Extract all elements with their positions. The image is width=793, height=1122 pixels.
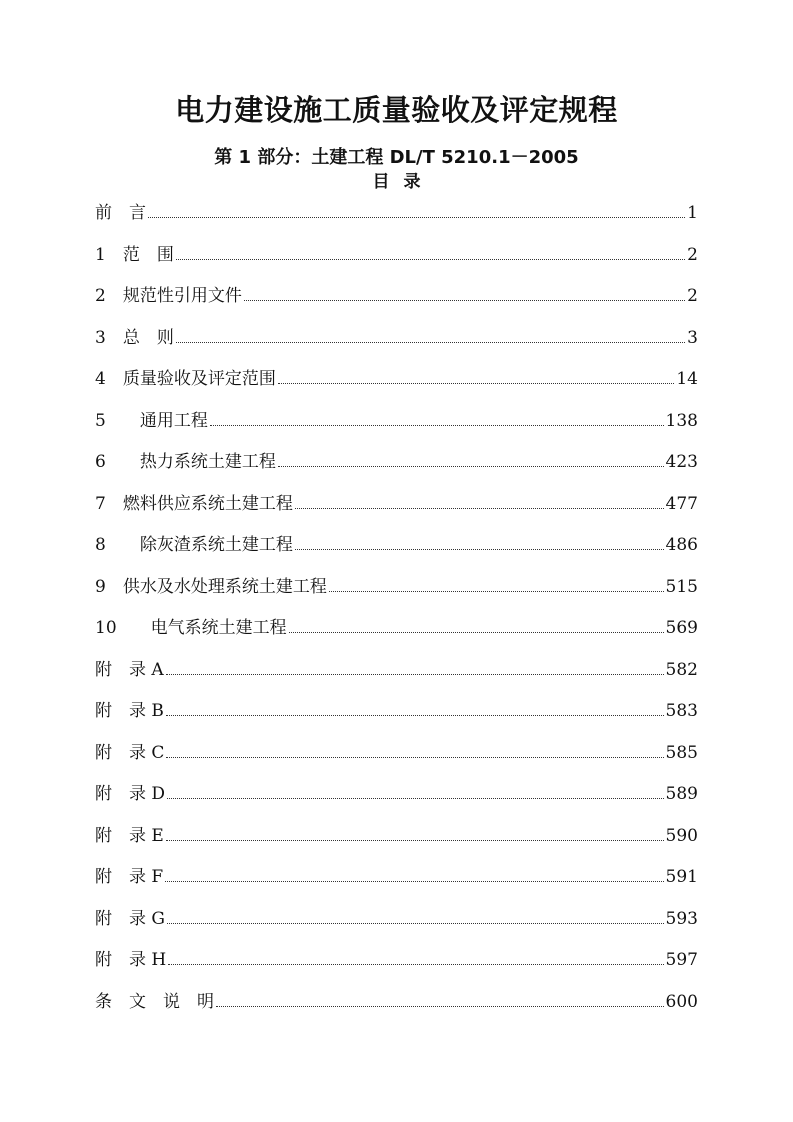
toc-entry[interactable] [95,323,698,365]
toc-entry-label: 6 热力系统土建工程 [95,452,276,472]
toc-entry-page: 138 [665,410,698,431]
toc-entry-label: 附 录 D [95,784,166,804]
dot-leader [210,425,664,426]
toc-entry-label: 10 电气系统土建工程 [95,618,287,638]
dot-leader [295,508,664,509]
dot-leader [289,632,664,633]
dot-leader [329,591,664,592]
toc-entry[interactable] [95,904,698,946]
toc-entry-label: 附 录 H [95,950,167,970]
toc-entry[interactable] [95,987,698,1029]
document-subtitle: 第 1 部分：土建工程 DL/T 5210.1－2005 [214,147,579,168]
dot-leader [148,217,685,218]
toc-entry-label: 8 除灰渣系统土建工程 [95,535,293,555]
dot-leader [295,549,664,550]
toc-entry[interactable] [95,240,698,282]
dot-leader [166,674,664,675]
toc-entry[interactable] [95,696,698,738]
toc-entry-label: 附 录 F [95,867,164,887]
toc-entry-page: 597 [665,950,698,970]
dot-leader [166,715,664,716]
toc-entry-label: 附 录 G [95,908,165,929]
toc-entry-page: 3 [687,327,698,348]
dot-leader [176,342,685,343]
toc-entry[interactable] [95,489,698,531]
toc-entry[interactable] [95,821,698,863]
toc-entry-page: 477 [665,493,698,514]
dot-leader [168,964,663,965]
toc-entry-label: 7 燃料供应系统土建工程 [95,493,293,514]
toc-entry[interactable] [95,447,698,489]
toc-entry-label: 附 录 B [95,701,164,721]
toc-entry-page: 14 [676,369,698,389]
dot-leader [278,466,664,467]
toc-entry[interactable] [95,572,698,614]
table-of-contents [95,198,698,1028]
dot-leader [166,840,664,841]
dot-leader [176,259,685,260]
toc-entry-page: 583 [665,701,698,721]
toc-entry-page: 2 [687,286,698,306]
toc-entry[interactable] [95,655,698,697]
toc-entry[interactable] [95,945,698,987]
toc-entry[interactable] [95,530,698,572]
toc-entry[interactable] [95,862,698,904]
dot-leader [167,923,664,924]
dot-leader [167,798,664,799]
toc-entry-page: 590 [665,825,698,846]
dot-leader [278,383,675,384]
dot-leader [216,1006,664,1007]
toc-entry[interactable] [95,281,698,323]
toc-entry-label: 1 范 围 [95,244,174,265]
toc-entry-page: 600 [665,991,698,1012]
toc-entry-page: 423 [665,452,698,472]
dot-leader [165,881,663,882]
toc-entry-page: 515 [665,576,698,597]
toc-entry-page: 585 [665,742,698,763]
toc-entry[interactable] [95,364,698,406]
toc-entry-page: 1 [687,203,698,223]
toc-entry[interactable] [95,613,698,655]
toc-entry-page: 2 [687,244,698,265]
toc-entry-page: 569 [665,618,698,638]
toc-entry-page: 593 [665,908,698,929]
toc-entry-page: 591 [665,867,698,887]
toc-entry-label: 4 质量验收及评定范围 [95,369,276,389]
toc-entry-label: 条 文 说 明 [95,991,214,1012]
toc-entry-label: 附 录 C [95,742,165,763]
toc-entry-label: 附 录 E [95,825,164,846]
toc-entry-page: 582 [665,659,698,680]
toc-entry-label: 3 总 则 [95,327,174,348]
toc-entry-page: 589 [665,784,698,804]
document-title: 电力建设施工质量验收及评定规程 [175,93,618,127]
toc-entry[interactable] [95,738,698,780]
dot-leader [244,300,685,301]
toc-entry-label: 2 规范性引用文件 [95,286,242,306]
toc-heading: 目录 [372,172,435,192]
toc-entry-label: 9 供水及水处理系统土建工程 [95,576,327,597]
toc-entry[interactable] [95,779,698,821]
dot-leader [166,757,663,758]
toc-entry-page: 486 [665,535,698,555]
toc-entry-label: 附 录 A [95,659,164,680]
toc-entry[interactable] [95,406,698,448]
toc-entry-label: 前 言 [95,203,146,223]
toc-entry-label: 5 通用工程 [95,410,208,431]
toc-entry[interactable] [95,198,698,240]
